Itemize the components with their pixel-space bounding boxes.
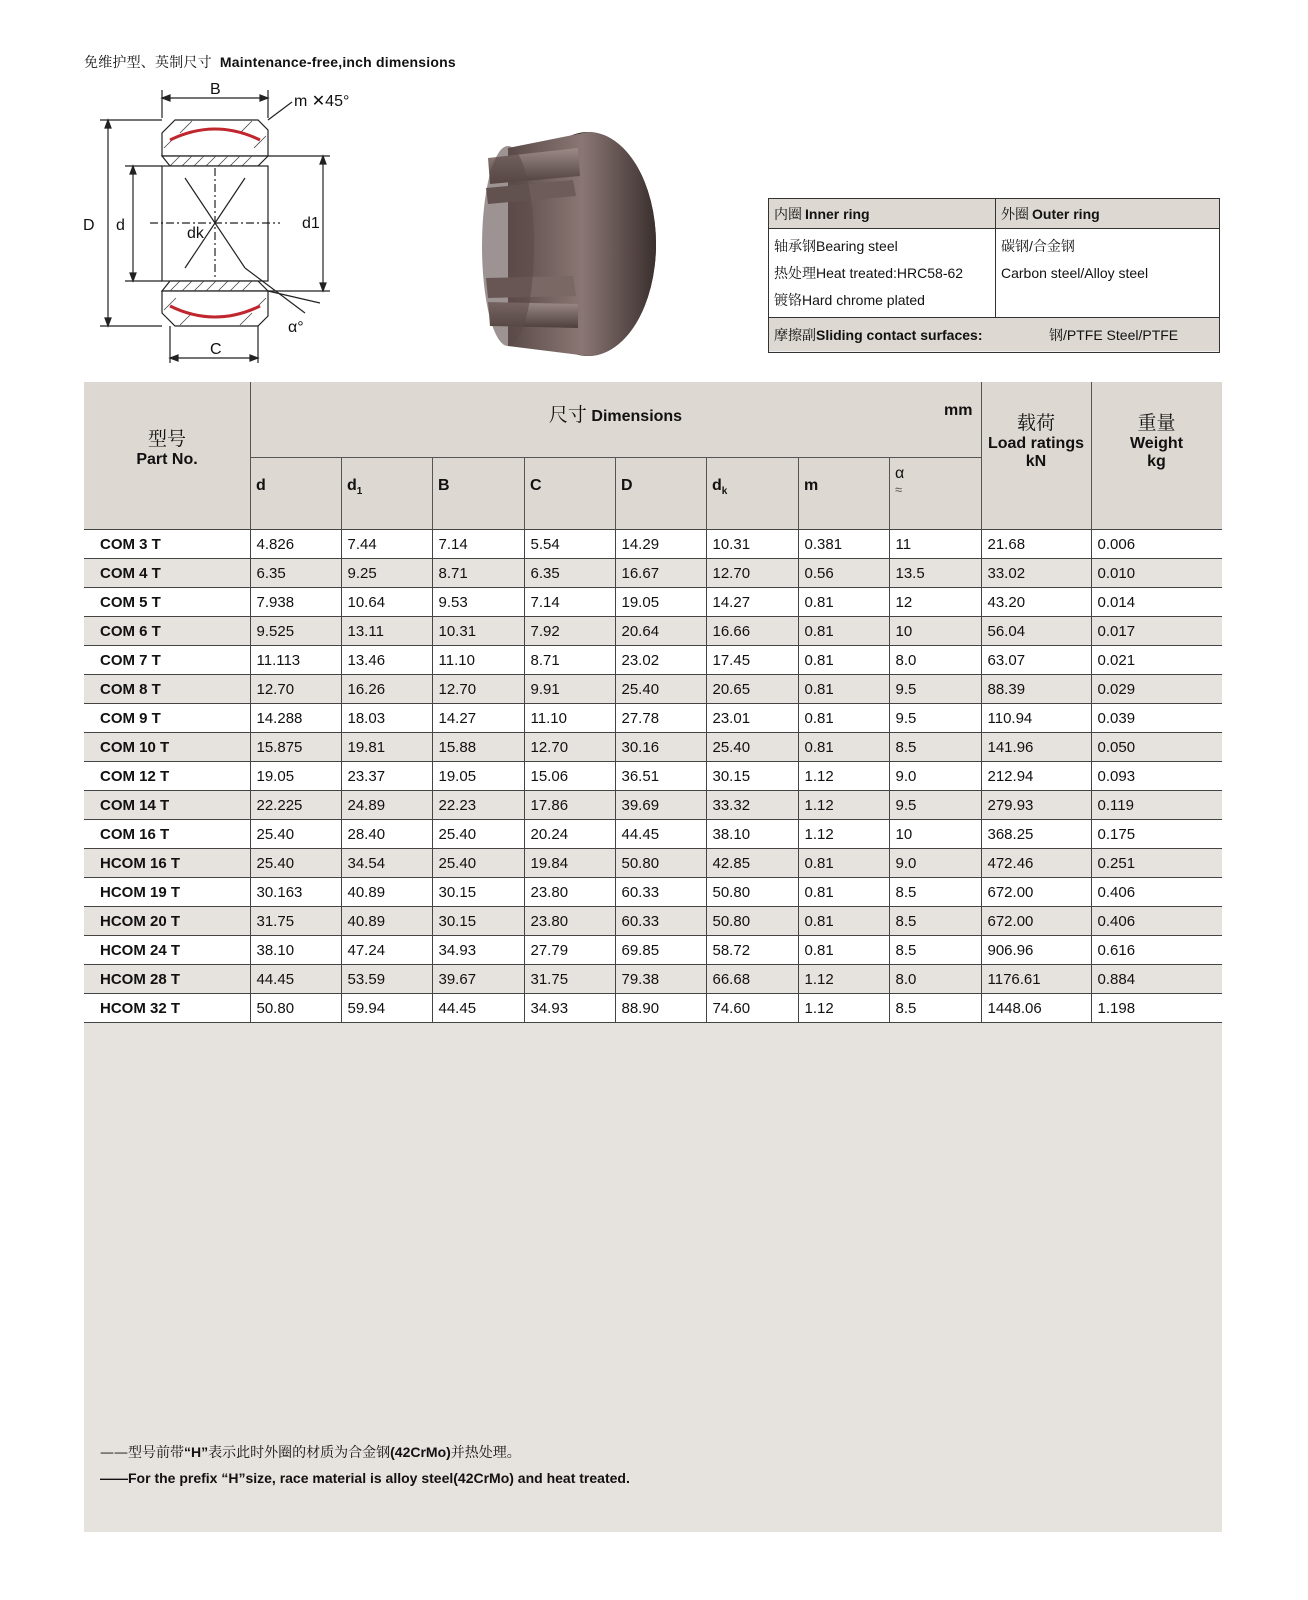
table-cell: 50.80 [615,849,706,878]
table-row [84,820,1222,849]
table-cell: 0.81 [798,936,889,965]
load-ratings-unit: kN [1025,453,1047,470]
label-d: d [116,217,125,234]
table-cell: 8.5 [889,907,981,936]
table-cell: 88.39 [981,675,1091,704]
table-cell: 23.02 [615,646,706,675]
table-cell: 17.45 [706,646,798,675]
weight-header-en: Weight [1129,435,1184,452]
part-number-cell: HCOM 32 T [84,994,250,1023]
table-row [84,849,1222,878]
table-cell: 40.89 [341,907,432,936]
table-cell: 14.29 [615,530,706,559]
col-header-m: m [804,477,819,494]
part-no-header-zh: 型号 [147,428,186,450]
table-cell: 0.81 [798,675,889,704]
table-cell: 9.25 [341,559,432,588]
table-cell: 20.24 [524,820,615,849]
table-row [84,588,1222,617]
table-cell: 25.40 [706,733,798,762]
table-cell: 15.88 [432,733,524,762]
outer-ring-header [996,199,1219,229]
part-number-cell: COM 4 T [84,559,250,588]
table-cell: 39.69 [615,791,706,820]
table-cell: 36.51 [615,762,706,791]
table-cell: 9.5 [889,675,981,704]
table-row [84,646,1222,675]
table-cell: 39.67 [432,965,524,994]
table-cell: 9.91 [524,675,615,704]
table-cell: 14.27 [706,588,798,617]
table-cell: 0.381 [798,530,889,559]
table-cell: 7.14 [524,588,615,617]
table-cell: 8.71 [524,646,615,675]
table-cell: 0.56 [798,559,889,588]
table-cell: 368.25 [981,820,1091,849]
table-cell: 0.175 [1091,820,1222,849]
table-row [84,878,1222,907]
table-cell: 7.14 [432,530,524,559]
table-cell: 22.23 [432,791,524,820]
load-ratings-header-en: Load ratings [987,435,1084,452]
table-cell: 10 [889,617,981,646]
table-cell: 25.40 [432,820,524,849]
dimensions-header [250,400,981,427]
table-cell: 141.96 [981,733,1091,762]
table-cell: 63.07 [981,646,1091,675]
table-cell: 38.10 [250,936,341,965]
table-cell: 23.80 [524,878,615,907]
sliding-label-zh: 摩擦副 [774,327,816,343]
inner-ring-line: 镀铬Hard chrome plated [774,292,925,308]
table-cell: 25.40 [432,849,524,878]
table-cell: 28.40 [341,820,432,849]
table-cell: 9.5 [889,791,981,820]
table-cell: 30.15 [706,762,798,791]
inner-ring-line: 轴承钢Bearing steel [774,238,898,254]
table-cell: 0.093 [1091,762,1222,791]
label-alpha: α° [288,319,304,336]
label-chamfer: m ✕45° [294,93,350,110]
table-cell: 8.71 [432,559,524,588]
section-title [84,52,456,72]
table-cell: 88.90 [615,994,706,1023]
table-header [84,382,1222,529]
table-cell: 10.31 [706,530,798,559]
table-cell: 0.021 [1091,646,1222,675]
load-ratings-header [981,408,1091,471]
table-cell: 74.60 [706,994,798,1023]
col-header-alpha: α ≈ [895,465,905,497]
bearing-cross-section-drawing [80,78,380,368]
table-cell: 20.64 [615,617,706,646]
table-cell: 79.38 [615,965,706,994]
table-cell: 47.24 [341,936,432,965]
table-cell: 9.525 [250,617,341,646]
table-cell: 14.288 [250,704,341,733]
table-cell: 0.81 [798,617,889,646]
table-cell: 53.59 [341,965,432,994]
part-number-cell: COM 10 T [84,733,250,762]
part-number-cell: COM 8 T [84,675,250,704]
table-cell: 60.33 [615,907,706,936]
table-cell: 11 [889,530,981,559]
table-cell: 0.406 [1091,907,1222,936]
table-cell: 0.006 [1091,530,1222,559]
table-row [84,530,1222,559]
table-cell: 4.826 [250,530,341,559]
table-row [84,762,1222,791]
table-cell: 50.80 [250,994,341,1023]
inner-ring-material [769,229,996,317]
table-cell: 8.0 [889,965,981,994]
table-cell: 27.78 [615,704,706,733]
table-row [84,617,1222,646]
weight-header-zh: 重量 [1137,412,1176,434]
table-cell: 0.014 [1091,588,1222,617]
table-cell: 0.81 [798,878,889,907]
dimensions-table-panel [84,382,1222,1532]
part-number-cell: HCOM 20 T [84,907,250,936]
table-cell: 69.85 [615,936,706,965]
part-number-cell: COM 16 T [84,820,250,849]
col-header-D: D [621,477,633,494]
table-cell: 1.12 [798,762,889,791]
table-cell: 17.86 [524,791,615,820]
table-cell: 19.05 [432,762,524,791]
table-cell: 0.029 [1091,675,1222,704]
table-cell: 1.12 [798,965,889,994]
table-cell: 30.15 [432,907,524,936]
table-cell: 10 [889,820,981,849]
table-cell: 25.40 [250,849,341,878]
table-cell: 8.5 [889,994,981,1023]
table-row [84,675,1222,704]
part-number-cell: COM 9 T [84,704,250,733]
table-cell: 11.10 [524,704,615,733]
table-cell: 24.89 [341,791,432,820]
table-cell: 44.45 [615,820,706,849]
table-row [84,791,1222,820]
table-cell: 18.03 [341,704,432,733]
table-row [84,907,1222,936]
outer-ring-header-zh: 外圈 [1001,207,1029,223]
table-cell: 7.92 [524,617,615,646]
material-specification-box [768,198,1220,353]
table-cell: 6.35 [250,559,341,588]
note-zh-material: (42CrMo) [390,1444,451,1460]
table-cell: 59.94 [341,994,432,1023]
table-cell: 58.72 [706,936,798,965]
table-cell: 6.35 [524,559,615,588]
table-cell: 1448.06 [981,994,1091,1023]
table-cell: 30.15 [432,878,524,907]
col-header-B: B [438,477,450,494]
table-cell: 1176.61 [981,965,1091,994]
table-cell: 31.75 [250,907,341,936]
table-cell: 25.40 [615,675,706,704]
table-row [84,965,1222,994]
col-header-dk: $d_k$ [712,477,728,498]
table-cell: 9.53 [432,588,524,617]
col-header-d: d [256,477,266,494]
table-cell: 7.938 [250,588,341,617]
label-D: D [83,217,95,234]
table-cell: 8.0 [889,646,981,675]
outer-ring-line: 碳钢/合金钢 [1001,238,1075,254]
inner-ring-line: 热处理Heat treated:HRC58-62 [774,265,964,281]
inner-ring-header-zh: 内圈 [774,207,802,223]
table-cell: 1.198 [1091,994,1222,1023]
dimensions-header-en: Dimensions [591,408,683,425]
part-no-header [84,424,250,469]
table-cell: 15.06 [524,762,615,791]
table-cell: 12.70 [706,559,798,588]
part-number-cell: HCOM 24 T [84,936,250,965]
table-row [84,994,1222,1023]
dimensions-table [84,529,1222,1023]
table-cell: 0.010 [1091,559,1222,588]
note-zh-end: 并热处理。 [450,1445,521,1461]
table-cell: 8.5 [889,733,981,762]
table-cell: 9.5 [889,704,981,733]
table-cell: 13.46 [341,646,432,675]
label-B: B [210,81,221,98]
table-cell: 0.251 [1091,849,1222,878]
table-cell: 0.81 [798,849,889,878]
table-cell: 0.81 [798,588,889,617]
outer-ring-material [996,229,1219,317]
col-header-d1: $d_1$ [347,477,363,498]
table-cell: 44.45 [250,965,341,994]
table-cell: 12.70 [432,675,524,704]
weight-header [1091,408,1222,471]
table-cell: 43.20 [981,588,1091,617]
dimensions-unit: mm [944,402,973,419]
table-cell: 672.00 [981,878,1091,907]
part-number-cell: COM 6 T [84,617,250,646]
part-number-cell: HCOM 16 T [84,849,250,878]
table-cell: 279.93 [981,791,1091,820]
table-cell: 0.050 [1091,733,1222,762]
table-cell: 23.37 [341,762,432,791]
table-cell: 9.0 [889,849,981,878]
table-cell: 56.04 [981,617,1091,646]
part-number-cell: COM 12 T [84,762,250,791]
table-cell: 12.70 [524,733,615,762]
table-cell: 19.81 [341,733,432,762]
note-zh [100,1442,521,1462]
table-cell: 34.93 [432,936,524,965]
table-row [84,733,1222,762]
table-cell: 14.27 [432,704,524,733]
outer-ring-line: Carbon steel/Alloy steel [1001,265,1149,281]
table-cell: 19.84 [524,849,615,878]
table-cell: 0.81 [798,704,889,733]
table-cell: 20.65 [706,675,798,704]
part-number-cell: HCOM 28 T [84,965,250,994]
table-cell: 0.017 [1091,617,1222,646]
label-d1: d1 [302,215,320,232]
table-cell: 5.54 [524,530,615,559]
note-zh-prefix: ——型号前带 [100,1445,184,1461]
table-cell: 22.225 [250,791,341,820]
table-cell: 16.26 [341,675,432,704]
table-cell: 21.68 [981,530,1091,559]
table-cell: 12.70 [250,675,341,704]
weight-unit: kg [1147,453,1166,470]
part-number-cell: COM 14 T [84,791,250,820]
part-number-cell: HCOM 19 T [84,878,250,907]
table-cell: 44.45 [432,994,524,1023]
table-cell: 27.79 [524,936,615,965]
table-cell: 13.11 [341,617,432,646]
table-cell: 110.94 [981,704,1091,733]
table-cell: 40.89 [341,878,432,907]
table-cell: 8.5 [889,878,981,907]
table-cell: 30.16 [615,733,706,762]
col-header-C: C [530,477,542,494]
table-cell: 60.33 [615,878,706,907]
table-cell: 13.5 [889,559,981,588]
table-cell: 1.12 [798,994,889,1023]
table-row [84,936,1222,965]
part-no-header-en: Part No. [136,451,198,468]
table-cell: 31.75 [524,965,615,994]
table-cell: 0.884 [1091,965,1222,994]
table-cell: 34.54 [341,849,432,878]
label-dk: dk [187,225,204,242]
sliding-contact-row [769,317,1219,351]
table-cell: 0.039 [1091,704,1222,733]
table-cell: 10.31 [432,617,524,646]
table-cell: 672.00 [981,907,1091,936]
table-cell: 33.02 [981,559,1091,588]
table-cell: 0.81 [798,646,889,675]
table-cell: 16.67 [615,559,706,588]
table-cell: 0.81 [798,733,889,762]
inner-ring-header-en: Inner ring [805,206,870,222]
table-cell: 34.93 [524,994,615,1023]
table-cell: 19.05 [250,762,341,791]
table-cell: 0.616 [1091,936,1222,965]
sliding-value: 钢/PTFE Steel/PTFE [1049,327,1179,343]
table-cell: 0.119 [1091,791,1222,820]
table-cell: 23.01 [706,704,798,733]
table-cell: 7.44 [341,530,432,559]
table-cell: 472.46 [981,849,1091,878]
table-row [84,704,1222,733]
label-C: C [210,341,222,358]
table-cell: 33.32 [706,791,798,820]
section-title-zh: 免维护型、英制尺寸 [84,55,212,71]
table-cell: 11.10 [432,646,524,675]
table-cell: 16.66 [706,617,798,646]
section-title-en: Maintenance-free,inch dimensions [219,54,456,70]
table-cell: 50.80 [706,878,798,907]
part-number-cell: COM 3 T [84,530,250,559]
table-cell: 0.81 [798,907,889,936]
note-zh-mid: 表示此时外圈的材质为合金钢 [208,1445,391,1461]
table-row [84,559,1222,588]
table-cell: 1.12 [798,791,889,820]
sliding-label-en: Sliding contact surfaces: [816,327,983,343]
table-cell: 15.875 [250,733,341,762]
table-cell: 50.80 [706,907,798,936]
table-cell: 906.96 [981,936,1091,965]
table-cell: 9.0 [889,762,981,791]
note-zh-h: “H” [184,1444,209,1460]
table-cell: 19.05 [615,588,706,617]
table-cell: 10.64 [341,588,432,617]
table-cell: 0.406 [1091,878,1222,907]
load-ratings-header-zh: 载荷 [1016,412,1055,434]
table-cell: 1.12 [798,820,889,849]
part-number-cell: COM 7 T [84,646,250,675]
note-en: ——For the prefix “H”size, race material is alloy steel(42CrMo) and heat treated. [100,1470,630,1486]
table-cell: 11.113 [250,646,341,675]
part-number-cell: COM 5 T [84,588,250,617]
dimensions-header-zh: 尺寸 [548,404,587,426]
table-cell: 66.68 [706,965,798,994]
table-cell: 42.85 [706,849,798,878]
bearing-product-image [468,118,668,368]
table-cell: 25.40 [250,820,341,849]
table-cell: 212.94 [981,762,1091,791]
table-cell: 30.163 [250,878,341,907]
table-cell: 8.5 [889,936,981,965]
inner-ring-header [769,199,996,229]
table-cell: 38.10 [706,820,798,849]
table-cell: 12 [889,588,981,617]
table-cell: 23.80 [524,907,615,936]
outer-ring-header-en: Outer ring [1032,206,1100,222]
